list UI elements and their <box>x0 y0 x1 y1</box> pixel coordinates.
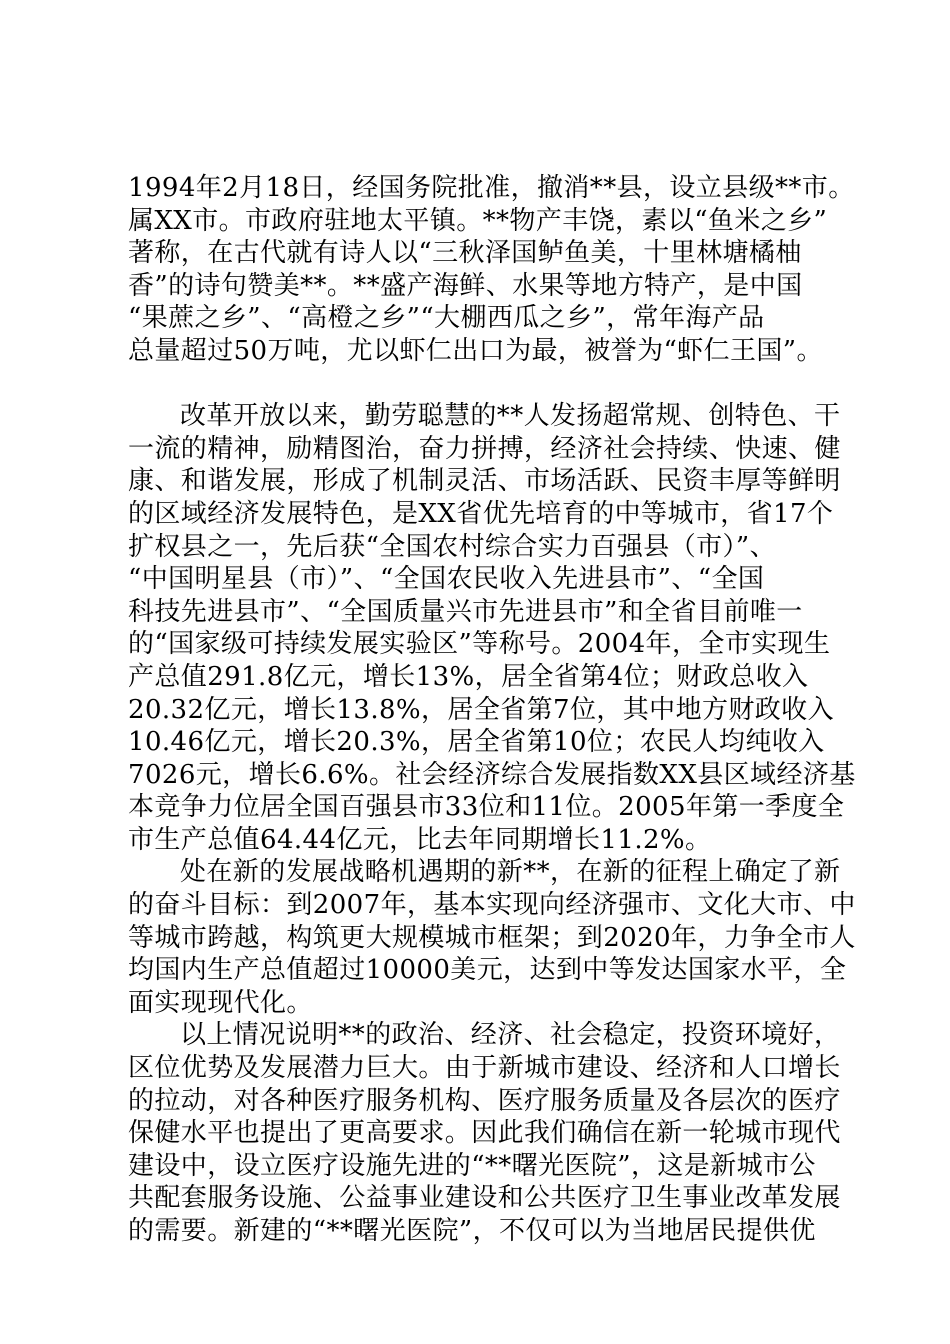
text-line: 建设中，设立医疗设施先进的“**曙光医院”，这是新城市公 <box>128 1150 816 1181</box>
text-line: 属XX市。市政府驻地太平镇。**物产丰饶，素以“鱼米之乡” <box>128 205 828 236</box>
document-page <box>128 172 856 1248</box>
text-line: 扩权县之一，先后获“全国农村综合实力百强县（市）”、 <box>128 531 776 562</box>
text-line: 共配套服务设施、公益事业建设和公共医疗卫生事业改革发展 <box>128 1183 841 1214</box>
text-line: 一流的精神，励精图治，奋力拼搏，经济社会持续、快速、健 <box>128 433 841 464</box>
text-line: 的“国家级可持续发展实验区”等称号。2004年，全市实现生 <box>128 629 831 660</box>
text-line: 的奋斗目标：到2007年，基本实现向经济强市、文化大市、中 <box>128 890 856 921</box>
text-line: 20.32亿元，增长13.8%，居全省第7位，其中地方财政收入 <box>128 694 834 725</box>
text-line: 的拉动，对各种医疗服务机构、医疗服务质量及各层次的医疗 <box>128 1085 841 1116</box>
text-line: 产总值291.8亿元，增长13%，居全省第4位；财政总收入 <box>128 661 809 692</box>
text-line: 区位优势及发展潜力巨大。由于新城市建设、经济和人口增长 <box>128 1053 841 1084</box>
text-line: 保健水平也提出了更高要求。因此我们确信在新一轮城市现代 <box>128 1118 841 1149</box>
text-line: 香”的诗句赞美**。**盛产海鲜、水果等地方特产，是中国 <box>128 270 803 301</box>
text-line: 均国内生产总值超过10000美元，达到中等发达国家水平，全 <box>128 955 847 986</box>
text-line: 以上情况说明**的政治、经济、社会稳定，投资环境好， <box>180 1020 841 1051</box>
text-line: 面实现现代化。 <box>128 987 313 1018</box>
text-line: 科技先进县市”、“全国质量兴市先进县市”和全省目前唯一 <box>128 596 803 627</box>
text-line: 的区域经济发展特色，是XX省优先培育的中等城市，省17个 <box>128 498 834 529</box>
text-line: 本竞争力位居全国百强县市33位和11位。2005年第一季度全 <box>128 792 845 823</box>
text-line: “中国明星县（市）”、“全国农民收入先进县市”、“全国 <box>128 564 765 595</box>
text-line: 等城市跨越，构筑更大规模城市框架；到2020年，力争全市人 <box>128 922 856 953</box>
text-line: 7026元，增长6.6%。社会经济综合发展指数XX县区域经济基 <box>128 759 856 790</box>
paragraph-conclusion <box>128 1019 841 1247</box>
text-line: 10.46亿元，增长20.3%，居全省第10位；农民人均纯收入 <box>128 727 825 758</box>
text-line: 市生产总值64.44亿元，比去年同期增长11.2%。 <box>128 824 712 855</box>
text-line: “果蔗之乡”、“高橙之乡”“大棚西瓜之乡”，常年海产品 <box>128 303 765 334</box>
paragraph-goals <box>128 856 856 1019</box>
text-line: 总量超过50万吨，尤以虾仁出口为最，被誉为“虾仁王国”。 <box>128 335 823 366</box>
paragraph-reform <box>128 400 856 856</box>
text-line: 康、和谐发展，形成了机制灵活、市场活跃、民资丰厚等鲜明 <box>128 466 841 497</box>
text-line: 的需要。新建的“**曙光医院”，不仅可以为当地居民提供优 <box>128 1216 816 1246</box>
text-line: 1994年2月18日，经国务院批准，撤消**县，设立县级**市。 <box>128 173 855 203</box>
text-line: 处在新的发展战略机遇期的新**，在新的征程上确定了新 <box>180 857 841 888</box>
text-line: 改革开放以来，勤劳聪慧的**人发扬超常规、创特色、干 <box>180 401 841 432</box>
paragraph-spacer <box>128 368 832 401</box>
paragraph-intro <box>128 172 855 368</box>
text-line: 著称，在古代就有诗人以“三秋泽国鲈鱼美，十里林塘橘柚 <box>128 238 802 269</box>
